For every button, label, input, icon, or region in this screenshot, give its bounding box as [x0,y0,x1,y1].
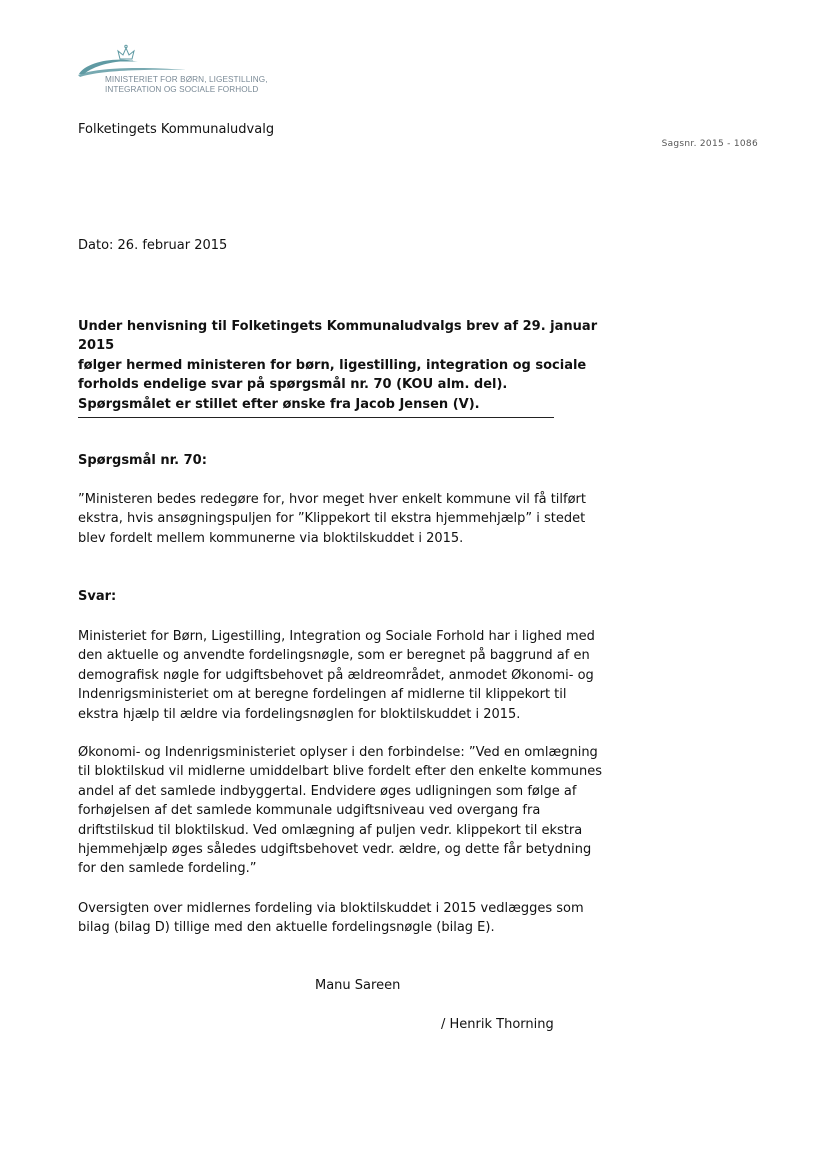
case-number: Sagsnr. 2015 - 1086 [661,139,758,149]
answer-line: den aktuelle og anvendte fordelingsnøgle, som er beregnet på baggrund af en [78,648,590,664]
question-line: blev fordelt mellem kommunerne via bloktilskuddet i 2015. [78,530,464,546]
ministry-name-line2: INTEGRATION OG SOCIALE FORHOLD [105,85,259,94]
answer-line: for den samlede fordeling.” [78,861,257,877]
answer-line: hjemmehjælp øges således udgiftsbehovet vedr. ældre, og dette får betydning [78,842,592,858]
signer-name: Manu Sareen [315,978,401,993]
answer-line: Ministeriet for Børn, Ligestilling, Integration og Sociale Forhold har i lighed med [78,629,595,644]
answer-line: driftstilskud til bloktilskud. Ved omlægning af puljen vedr. klippekort til ekstra [78,822,583,838]
ministry-name [105,75,268,95]
intro-line: Spørgsmålet er stillet efter ønske fra Jacob Jensen (V). [78,396,480,412]
cosigner-name: / Henrik Thorning [441,1017,554,1032]
intro-line: følger hermed ministeren for børn, ligestilling, integration og sociale [78,357,587,373]
question-line: ”Ministeren bedes redegøre for, hvor meget hver enkelt kommune vil få tilført [78,492,586,507]
divider [78,417,554,418]
answer-line: til bloktilskud vil midlerne umiddelbart blive fordelt efter den enkelte kommunes [78,764,603,780]
answer-paragraph-1 [78,627,608,724]
answer-heading: Svar: [78,589,117,604]
answer-line: ekstra hjælp til ældre via fordelingsnøglen for bloktilskuddet i 2015. [78,706,521,722]
answer-line: Oversigten over midlernes fordeling via bloktilskuddet i 2015 vedlægges som [78,901,584,916]
question-paragraph [78,490,608,548]
answer-line: Økonomi- og Indenrigsministeriet oplyser i den forbindelse: ”Ved en omlægning [78,745,598,760]
answer-line: demografisk nøgle for udgiftsbehovet på ældreområdet, anmodet Økonomi- og [78,667,594,683]
answer-line: Indenrigsministeriet om at beregne fordelingen af midlerne til klippekort til [78,687,567,703]
question-line: ekstra, hvis ansøgningspuljen for ”Klippekort til ekstra hjemmehjælp” i stedet [78,511,586,527]
answer-line: bilag (bilag D) tillige med den aktuelle fordelingsnøgle (bilag E). [78,920,495,936]
intro-paragraph [78,317,618,414]
question-heading: Spørgsmål nr. 70: [78,453,207,468]
answer-paragraph-2 [78,743,608,879]
ministry-logo [76,44,276,98]
intro-line: forholds endelige svar på spørgsmål nr. 70 (KOU alm. del). [78,377,508,393]
answer-paragraph-3 [78,899,608,938]
ministry-name-line1: MINISTERIET FOR BØRN, LIGESTILLING, [105,75,268,84]
answer-line: forhøjelsen af det samlede kommunale udgiftsniveau ved overgang fra [78,803,541,819]
answer-line: andel af det samlede indbyggertal. Endvidere øges udligningen som følge af [78,783,577,799]
letter-date: Dato: 26. februar 2015 [78,238,228,253]
intro-line: Under henvisning til Folketingets Kommunaludvalgs brev af 29. januar 2015 [78,319,598,354]
recipient: Folketingets Kommunaludvalg [78,122,275,137]
